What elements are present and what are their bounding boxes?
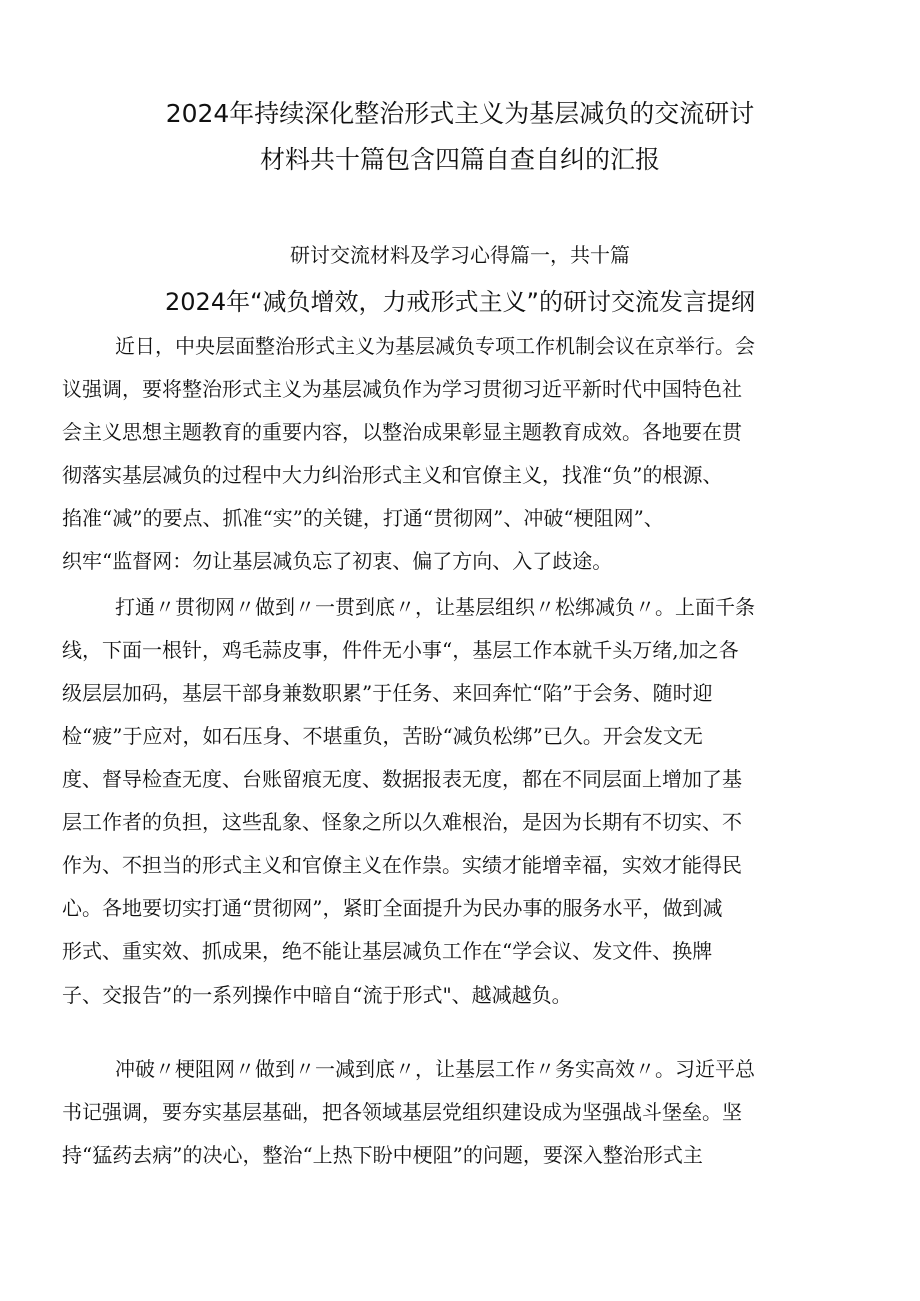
paragraph-2-line-8: 心。各地要切实打通“贯彻网”，紧盯全面提升为民办事的服务水平，做到减 bbox=[62, 896, 723, 920]
document-title bbox=[60, 91, 860, 183]
paragraph-1-line-1: 近日，中央层面整治形式主义为基层减负专项工作机制会议在京举行。会 bbox=[115, 334, 755, 358]
title-line-1: 2024年持续深化整治形式主义为基层减负的交流研讨 bbox=[165, 99, 755, 128]
paragraph-1-line-5: 掐准“减”的要点、抓准“实”的关键，打通“贯彻网”、冲破“梗阻网”、 bbox=[62, 506, 664, 530]
section-heading: 2024年“减负增效，力戒形式主义”的研讨交流发言提纲 bbox=[165, 288, 755, 316]
paragraph-1-line-3: 会主义思想主题教育的重要内容，以整治成果彰显主题教育成效。各地要在贯 bbox=[62, 420, 742, 444]
paragraph-2-line-10: 子、交报告”的一系列操作中暗自“流于形式"、越减越负。 bbox=[62, 983, 572, 1007]
paragraph-1-line-4: 彻落实基层减负的过程中大力纠治形式主义和官僚主义，找准“负”的根源、 bbox=[62, 463, 723, 487]
paragraph-3-line-2: 书记强调，要夯实基层基础，把各领域基层党组织建设成为坚强战斗堡垒。坚 bbox=[62, 1100, 742, 1124]
paragraph-3-line-3: 持“猛药去病”的决心，整治“上热下盼中梗阻”的问题，要深入整治形式主 bbox=[62, 1143, 703, 1167]
paragraph-1-line-6: 织牢“监督网：勿让基层减负忘了初衷、偏了方向、入了歧途。 bbox=[62, 549, 613, 573]
paragraph-1-line-2: 议强调，要将整治形式主义为基层减负作为学习贯彻习近平新时代中国特色社 bbox=[62, 377, 742, 401]
paragraph-3-line-1: 冲破〃梗阻网〃做到〃一减到底〃，让基层工作〃务实高效〃。习近平总 bbox=[115, 1057, 755, 1081]
paragraph-2-line-3: 级层层加码，基层干部身兼数职累”于任务、来回奔忙“陷”于会务、随时迎 bbox=[62, 681, 713, 705]
paragraph-2-line-6: 层工作者的负担，这些乱象、怪象之所以久难根治，是因为长期有不切实、不 bbox=[62, 810, 742, 834]
paragraph-2-line-4: 检“疲”于应对，如石压身、不堪重负，苦盼“减负松绑”已久。开会发文无 bbox=[62, 724, 703, 748]
document-subtitle: 研讨交流材料及学习心得篇一，共十篇 bbox=[290, 243, 630, 267]
paragraph-2-line-9: 形式、重实效、抓成果，绝不能让基层减负工作在“学会议、发文件、换牌 bbox=[62, 939, 713, 963]
paragraph-2-line-5: 度、督导检查无度、台账留痕无度、数据报表无度，都在不同层面上增加了基 bbox=[62, 767, 742, 791]
title-line-2: 材料共十篇包含四篇自查自纠的汇报 bbox=[259, 145, 660, 174]
paragraph-2-line-2: 线，下面一根针，鸡毛蒜皮事，件件无小事“，基层工作本就千头万绪,加之各 bbox=[62, 638, 739, 662]
paragraph-2-line-1: 打通〃贯彻网〃做到〃一贯到底〃，让基层组织〃松绑减负〃。上面千条 bbox=[115, 595, 755, 619]
paragraph-2-line-7: 作为、不担当的形式主义和官僚主义在作祟。实绩才能增幸福，实效才能得民 bbox=[62, 853, 742, 877]
